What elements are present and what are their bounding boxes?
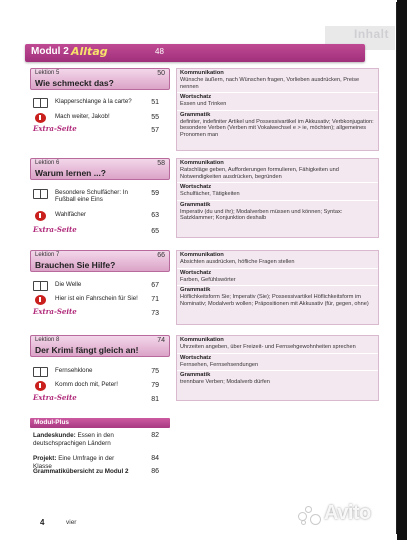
mp-item-page: 84: [151, 455, 159, 462]
extra-text: Extra-Seite: [33, 393, 77, 402]
item-page: 59: [151, 190, 159, 197]
mp-item-label: Landeskunde:: [33, 432, 76, 439]
extra-text: Extra-Seite: [33, 124, 77, 133]
lesson-5-header: [30, 68, 170, 90]
avito-logo-icon: [298, 506, 322, 524]
info-text: Absichten ausdrücken, höfliche Fragen stellen: [180, 259, 295, 265]
lesson-item: [33, 210, 165, 223]
lesson-6-info: [176, 158, 379, 238]
info-block: [177, 286, 378, 309]
lesson-item: [33, 294, 165, 307]
book-icon: [33, 98, 48, 108]
modul-page: 48: [155, 47, 164, 56]
page-number: 4: [40, 518, 45, 527]
extra-text: Extra-Seite: [33, 307, 77, 316]
item-page: 81: [151, 396, 159, 403]
info-heading: Kommunikation: [180, 337, 224, 343]
lesson-item: [33, 366, 165, 379]
info-block: [177, 201, 378, 224]
lesson-title: Wie schmeckt das?: [35, 78, 114, 88]
lesson-item: [33, 97, 165, 110]
info-heading: Kommunikation: [180, 70, 224, 76]
extra-page-item: [33, 394, 165, 407]
info-block: [177, 336, 378, 354]
info-heading: Kommunikation: [180, 252, 224, 258]
lesson-item: [33, 380, 165, 393]
info-heading: Wortschatz: [180, 354, 212, 361]
watermark-text: Avito: [324, 502, 371, 524]
mp-item-text: Eine Umfrage in der Klasse: [33, 455, 115, 470]
item-page: 63: [151, 212, 159, 219]
item-text: Klapperschlange à la carte?: [55, 98, 132, 105]
info-text: definiter, indefiniter Artikel und Possessivartikel im Akkusativ; Verbkonjugation: besondere Verben (Verben mit Vokalwechsel e > ie, möchten); allgemeines Pronomen man: [180, 118, 374, 138]
lesson-page: 58: [157, 160, 165, 167]
audio-icon: [35, 113, 46, 123]
info-text: Höflichkeitsform Sie; Imperativ (Sie); Possessivartikel Höflichkeitsform im Nominativ; Modalverb wollen; Präpositionen mit Akkusativ (für, gegen, ohne): [180, 294, 369, 307]
modul-plus-item: [33, 468, 165, 476]
lesson-page: 66: [157, 252, 165, 259]
item-page: 65: [151, 228, 159, 235]
lesson-8-info: [176, 335, 379, 401]
lesson-number: Lektion 6: [35, 160, 60, 166]
item-text: Fernsehklone: [55, 367, 93, 374]
lesson-page: 74: [157, 337, 165, 344]
info-block: [177, 111, 378, 141]
mp-item-label: Grammatikübersicht zu Modul 2: [33, 468, 129, 475]
info-text: Farben, Gefühlswörter: [180, 276, 236, 283]
info-block: [177, 251, 378, 269]
mp-item-label: Projekt:: [33, 455, 57, 462]
book-icon: [33, 189, 48, 199]
info-heading: Grammatik: [180, 201, 211, 208]
item-text: Mach weiter, Jakob!: [55, 113, 110, 120]
avito-watermark: [298, 500, 398, 526]
audio-icon: [35, 381, 46, 391]
item-text: Die Welle: [55, 281, 82, 288]
info-text: Uhrzeiten angeben, über Freizeit- und Fernsehgewohnheiten sprechen: [180, 344, 356, 350]
item-page: 67: [151, 282, 159, 289]
lesson-7-info: [176, 250, 379, 325]
info-heading: Grammatik: [180, 111, 211, 118]
info-heading: Grammatik: [180, 287, 211, 294]
info-block: [177, 269, 378, 287]
info-text: Ratschläge geben, Aufforderungen formulieren, Fähigkeiten und Notwendigkeiten ausdrücken, begründen: [180, 167, 339, 180]
extra-page-item: [33, 308, 165, 321]
lesson-number: Lektion 8: [35, 337, 60, 343]
info-heading: Wortschatz: [180, 94, 212, 101]
lesson-number: Lektion 7: [35, 252, 60, 258]
lesson-number: Lektion 5: [35, 70, 60, 76]
info-block: [177, 354, 378, 372]
page-number-word: vier: [66, 519, 77, 526]
info-block: [177, 183, 378, 201]
info-block: [177, 371, 378, 388]
info-heading: Wortschatz: [180, 184, 212, 191]
book-icon: [33, 281, 48, 291]
info-heading: Wortschatz: [180, 269, 212, 276]
info-text: Essen und Trinken: [180, 101, 227, 108]
modul-title: Alltag: [71, 45, 108, 58]
info-block: [177, 69, 378, 93]
info-text: Wünsche äußern, nach Wünschen fragen, Vorlieben ausdrücken, Preise nennen: [180, 77, 360, 90]
lesson-6-header: [30, 158, 170, 180]
lesson-5-info: [176, 68, 379, 151]
item-page: 75: [151, 368, 159, 375]
lesson-7-header: [30, 250, 170, 272]
header-deco-text: Inhalt: [354, 27, 389, 41]
item-page: 51: [151, 99, 159, 106]
info-text: trennbare Verben; Modalverb dürfen: [180, 379, 270, 386]
book-icon: [33, 367, 48, 377]
item-page: 57: [151, 127, 159, 134]
lesson-title: Der Krimi fängt gleich an!: [35, 345, 139, 355]
info-text: Fernsehen, Fernsehsendungen: [180, 361, 259, 368]
info-text: Schulfächer, Tätigkeiten: [180, 191, 240, 198]
lesson-title: Brauchen Sie Hilfe?: [35, 260, 116, 270]
mp-item-page: 82: [151, 432, 159, 439]
mp-item-text: Essen in den deutschsprachigen Ländern: [33, 432, 114, 447]
item-page: 73: [151, 310, 159, 317]
modul-title-bar: [25, 44, 365, 62]
page-edge-shadow: [397, 0, 407, 540]
audio-icon: [35, 295, 46, 305]
info-block: [177, 93, 378, 111]
item-text: Wahlfächer: [55, 211, 87, 218]
info-heading: Kommunikation: [180, 160, 224, 166]
item-text: Besondere Schulfächer: In Fußball eine Eins: [55, 189, 128, 203]
info-block: [177, 159, 378, 183]
item-page: 71: [151, 296, 159, 303]
lesson-title: Warum lernen ...?: [35, 168, 107, 178]
lesson-item: [33, 280, 165, 293]
item-page: 79: [151, 382, 159, 389]
modul-plus-title: Modul-Plus: [34, 419, 70, 426]
info-heading: Grammatik: [180, 372, 211, 379]
mp-item-page: 86: [151, 468, 159, 475]
modul-label: Modul 2: [31, 46, 69, 57]
item-page: 55: [151, 114, 159, 121]
info-text: Imperativ (du und ihr); Modalverben müssen und können; Syntax: Satzklammer; Konjunktion deshalb: [180, 208, 343, 222]
extra-text: Extra-Seite: [33, 225, 77, 234]
extra-page-item: [33, 226, 165, 239]
extra-page-item: [33, 125, 165, 138]
audio-icon: [35, 211, 46, 221]
item-text: Komm doch mit, Peter!: [55, 381, 118, 388]
lesson-8-header: [30, 335, 170, 357]
lesson-item: [33, 188, 165, 204]
lesson-page: 50: [157, 70, 165, 77]
item-text: Hier ist ein Fahrschein für Sie!: [55, 295, 138, 302]
modul-plus-header: [30, 418, 170, 428]
modul-plus-item: [33, 432, 165, 447]
